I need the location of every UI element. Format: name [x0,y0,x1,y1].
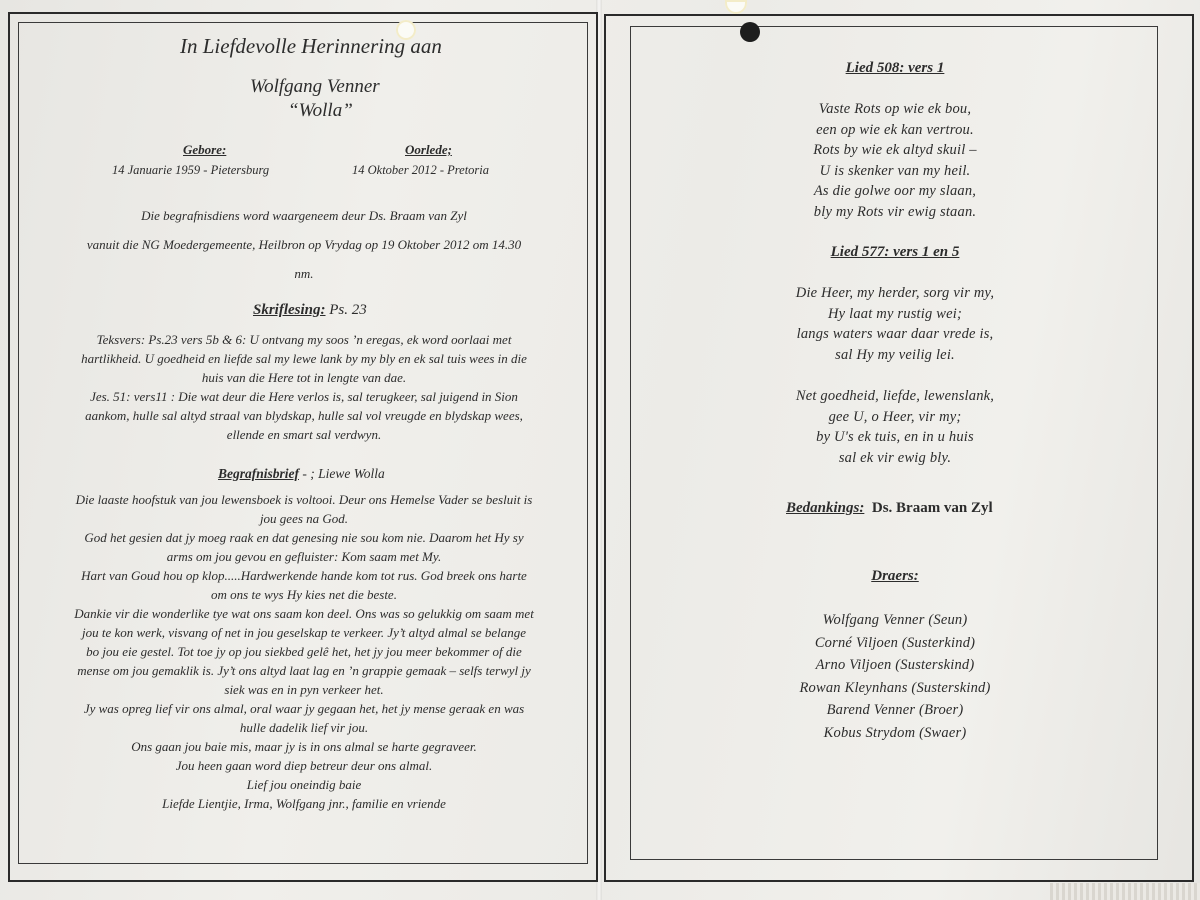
scripture-line: ellende en smart sal verdwyn. [226,427,382,442]
hymn-line: een op wie ek kan vertrou. [816,121,974,138]
punch-hole-right [740,22,760,42]
service-line: nm. [294,266,314,281]
died-value: 14 Oktober 2012 - Pretoria [352,163,490,177]
scripture-line: hartlikheid. U goedheid en liefde sal my lewe lank by my bly en ek sal tuis wees in die [81,351,527,366]
hymn-line: Rots by wie ek altyd skuil – [813,142,977,158]
bearer-name: Kobus Strydom (Swaer) [823,724,967,741]
hymn-2 [640,244,1150,468]
hymn-2-title: Lied 577: vers 1 en 5 [830,244,960,260]
service-line: Die begrafnisdiens word waargeneem deur Ds. Braam van Zyl [141,208,467,223]
letter-line: jou te kon werk, visvang of net in jou geselskap te verkeer. Jy’t altyd almal se belange [81,625,527,640]
letter-line: hulle dadelik lief vir jou. [239,720,369,735]
thanks-value: Ds. Braam van Zyl [871,500,993,516]
letter-line: Liefde Lientjie, Irma, Wolfgang jnr., familie en vriende [162,796,446,811]
letter-line: arms om jou gevou en gefluister: Kom saam met My. [166,549,442,564]
letter-line: Hart van Goud hou op klop.....Hardwerkende hande kom tot rus. God breek ons harte [81,568,527,583]
hymn-line: gee U, o Heer, vir my; [828,408,962,425]
letter-heading [218,466,385,482]
letter-line: siek was en in pyn verkeer het. [224,682,384,697]
bearer-name: Corné Viljoen (Susterkind) [814,634,976,651]
scripture-line: aankom, hulle sal altyd straal van blydskap, hulle sal vol vreugde en blydskap wees, [85,408,523,423]
hymn-line: Net goedheid, liefde, lewenslank, [795,388,995,404]
bearer-name: Arno Viljoen (Susterskind) [815,657,975,673]
letter-line: God het gesien dat jy moeg raak en dat genesing nie sou kom nie. Daarom het Hy sy [84,530,524,545]
memorial-title: In Liefdevolle Herinnering aan [180,34,442,58]
letter-line: Jy was opreg lief vir ons almal, oral waar jy gegaan het, het jy mense geraak en was [83,701,525,716]
hymn-1 [640,60,1150,222]
letter-label: Begrafnisbrief [218,466,299,481]
scripture-line: huis van die Here tot in lengte van dae. [201,370,407,385]
letter-line: Lief jou oneindig baie [246,777,362,792]
letter-text [24,490,584,813]
hymn-line: bly my Rots vir ewig staan. [813,203,977,220]
died-label: Oorlede; [405,142,452,157]
scripture-text [24,330,584,444]
letter-line: jou gees na God. [259,511,349,526]
scripture-line: Jes. 51: vers11 : Die wat deur die Here verlos is, sal terugkeer, sal juigend in Sion [90,389,518,404]
hymn-line: by U's ek tuis, en in u huis [816,429,974,445]
letter-line: bo jou eie gestel. Tot toe jy op jou siekbed gelê het, het jy jou meer bekommer of die [86,644,522,659]
hymn-line: As die golwe oor my slaan, [813,183,977,199]
bearers-title: Draers: [871,568,919,584]
hymn-line: U is skenker van my heil. [819,162,971,179]
bearer-name: Wolfgang Venner (Seun) [822,612,968,628]
thanks-line [786,500,993,517]
hymn-line: Die Heer, my herder, sorg vir my, [795,285,995,301]
hymn-line: langs waters waar daar vrede is, [796,326,994,342]
bearers [640,568,1150,744]
born-label: Gebore: [183,142,227,157]
scripture-heading [253,302,367,319]
hymn-line: Hy laat my rustig wei; [827,305,963,322]
scripture-label: Skriflesing: [253,302,326,318]
letter-line: Ons gaan jou baie mis, maar jy is in ons almal se harte gegraveer. [131,739,477,754]
deceased-name: Wolfgang Venner [250,76,380,97]
service-details [24,201,584,288]
scripture-reference: Ps. 23 [325,302,367,318]
letter-line: om ons te wys Hy kies net die beste. [211,587,397,602]
scripture-line: Teksvers: Ps.23 vers 5b & 6: U ontvang my soos ’n eregas, ek word oorlaai met [96,332,512,347]
thanks-label: Bedankings: [786,500,865,516]
letter-line: Die laaste hoofstuk van jou lewensboek is voltooi. Deur ons Hemelse Vader se besluit is [75,492,533,507]
hymn-line: sal ek vir ewig bly. [838,449,952,466]
bearer-name: Barend Venner (Broer) [826,702,964,718]
hymn-line: sal Hy my veilig lei. [835,346,955,363]
hymn-line: Vaste Rots op wie ek bou, [818,101,972,117]
letter-line: Jou heen gaan word diep betreur deur ons almal. [175,758,433,773]
hymn-1-title: Lied 508: vers 1 [845,60,945,76]
letter-salutation: - ; Liewe Wolla [299,466,385,481]
letter-line: Dankie vir die wonderlike tye wat ons saam kon deel. Ons was so gelukkig om saam met [74,606,534,621]
bearer-name: Rowan Kleynhans (Susterskind) [799,679,991,696]
deceased-nickname: “Wolla” [288,100,353,121]
lace-tablecloth [1050,883,1200,900]
born-value: 14 Januarie 1959 - Pietersburg [112,163,270,177]
service-line: vanuit die NG Moedergemeente, Heilbron op Vrydag op 19 Oktober 2012 om 14.30 [86,237,522,252]
letter-line: mense om jou gemaklik is. Jy’t ons altyd laat lag en ’n grappie gemaak – selfs terwyl jy [77,663,531,678]
